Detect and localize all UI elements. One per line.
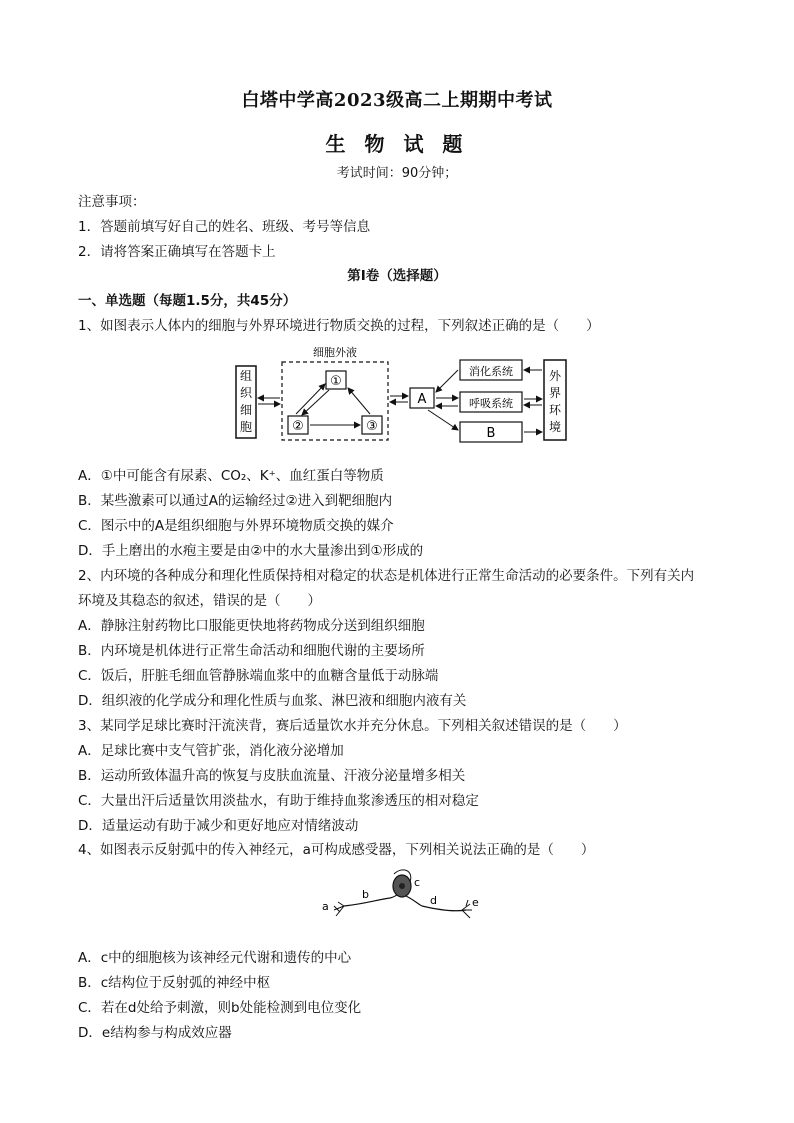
label-a: a [322,900,329,913]
school-exam-title: 白塔中学高2023级高二上期期中考试 [241,90,553,111]
node-3-label: ③ [366,419,378,434]
question-3-option-b: B．运动所致体温升高的恢复与皮肤血流量、汗液分泌量增多相关 [78,768,466,784]
question-2-option-c: C．饭后，肝脏毛细血管静脉端血浆中的血糖含量低于动脉端 [78,668,439,684]
question-1-option-c: C．图示中的A是组织细胞与外界环境物质交换的媒介 [78,518,394,534]
question-3-option-c: C．大量出汗后适量饮用淡盐水，有助于维持血浆渗透压的相对稳定 [78,793,479,809]
respiratory-system-label: 呼吸系统 [469,397,513,410]
question-4-option-c: C．若在d处给予刺激，则b处能检测到电位变化 [78,1000,362,1016]
question-2-stem-cont: 环境及其稳态的叙述，错误的是（ ） [78,593,321,609]
part-title: 一、单选题（每题1.5分，共45分） [78,293,297,309]
node-1-label: ① [330,374,342,389]
body-fluid-exchange-diagram [232,340,572,444]
question-4-option-a: A．c中的细胞核为该神经元代谢和遗传的中心 [78,950,352,966]
question-4-stem: 4、如图表示反射弧中的传入神经元，a可构成感受器，下列相关说法正确的是（ ） [78,842,595,858]
external-environment-label: 外界环境 [548,369,562,434]
question-3-option-d: D．适量运动有助于减少和更好地应对情绪波动 [78,818,359,834]
tissue-cell-label: 组织细胞 [239,369,253,434]
subject-title: 生 物 试 题 [325,132,469,156]
afferent-neuron-diagram [314,860,484,936]
label-c: c [414,876,421,889]
question-3-stem: 3、某同学足球比赛时汗流浃背，赛后适量饮水并充分休息。下列相关叙述错误的是（ ） [78,718,627,734]
question-1-stem: 1、如图表示人体内的细胞与外界环境进行物质交换的过程，下列叙述正确的是（ ） [78,318,600,334]
section-title: 第Ⅰ卷（选择题） [347,268,447,284]
exam-time: 考试时间：90分钟； [336,166,458,181]
label-d: d [430,894,437,907]
digestive-system-label: 消化系统 [469,365,513,378]
box-b-label: B [486,426,496,441]
label-e: e [472,896,479,909]
question-1-option-b: B．某些激素可以通过A的运输经过②进入到靶细胞内 [78,493,393,509]
question-2-option-a: A．静脉注射药物比口服能更快地将药物成分送到组织细胞 [78,618,425,634]
question-2-stem: 2、内环境的各种成分和理化性质保持相对稳定的状态是机体进行正常生命活动的必要条件。下列有关内 [78,568,695,584]
question-3-option-a: A．足球比赛中支气管扩张，消化液分泌增加 [78,743,344,759]
node-2-label: ② [292,419,304,434]
question-2-option-b: B．内环境是机体进行正常生命活动和细胞代谢的主要场所 [78,643,425,659]
note-item: 1．答题前填写好自己的姓名、班级、考号等信息 [78,219,371,235]
question-2-option-d: D．组织液的化学成分和理化性质与血浆、淋巴液和细胞内液有关 [78,693,467,709]
label-b: b [362,888,369,901]
question-4-option-b: B．c结构位于反射弧的神经中枢 [78,975,271,991]
note-item: 2．请将答案正确填写在答题卡上 [78,244,276,260]
extracellular-fluid-label: 细胞外液 [313,346,357,359]
box-a-label: A [417,392,427,407]
question-1-option-a: A．①中可能含有尿素、CO₂、K⁺、血红蛋白等物质 [78,468,384,484]
notes-heading: 注意事项： [78,194,146,210]
question-4-option-d: D．e结构参与构成效应器 [78,1025,232,1041]
nucleus [399,883,405,889]
question-1-option-d: D．手上磨出的水疱主要是由②中的水大量渗出到①形成的 [78,543,424,559]
